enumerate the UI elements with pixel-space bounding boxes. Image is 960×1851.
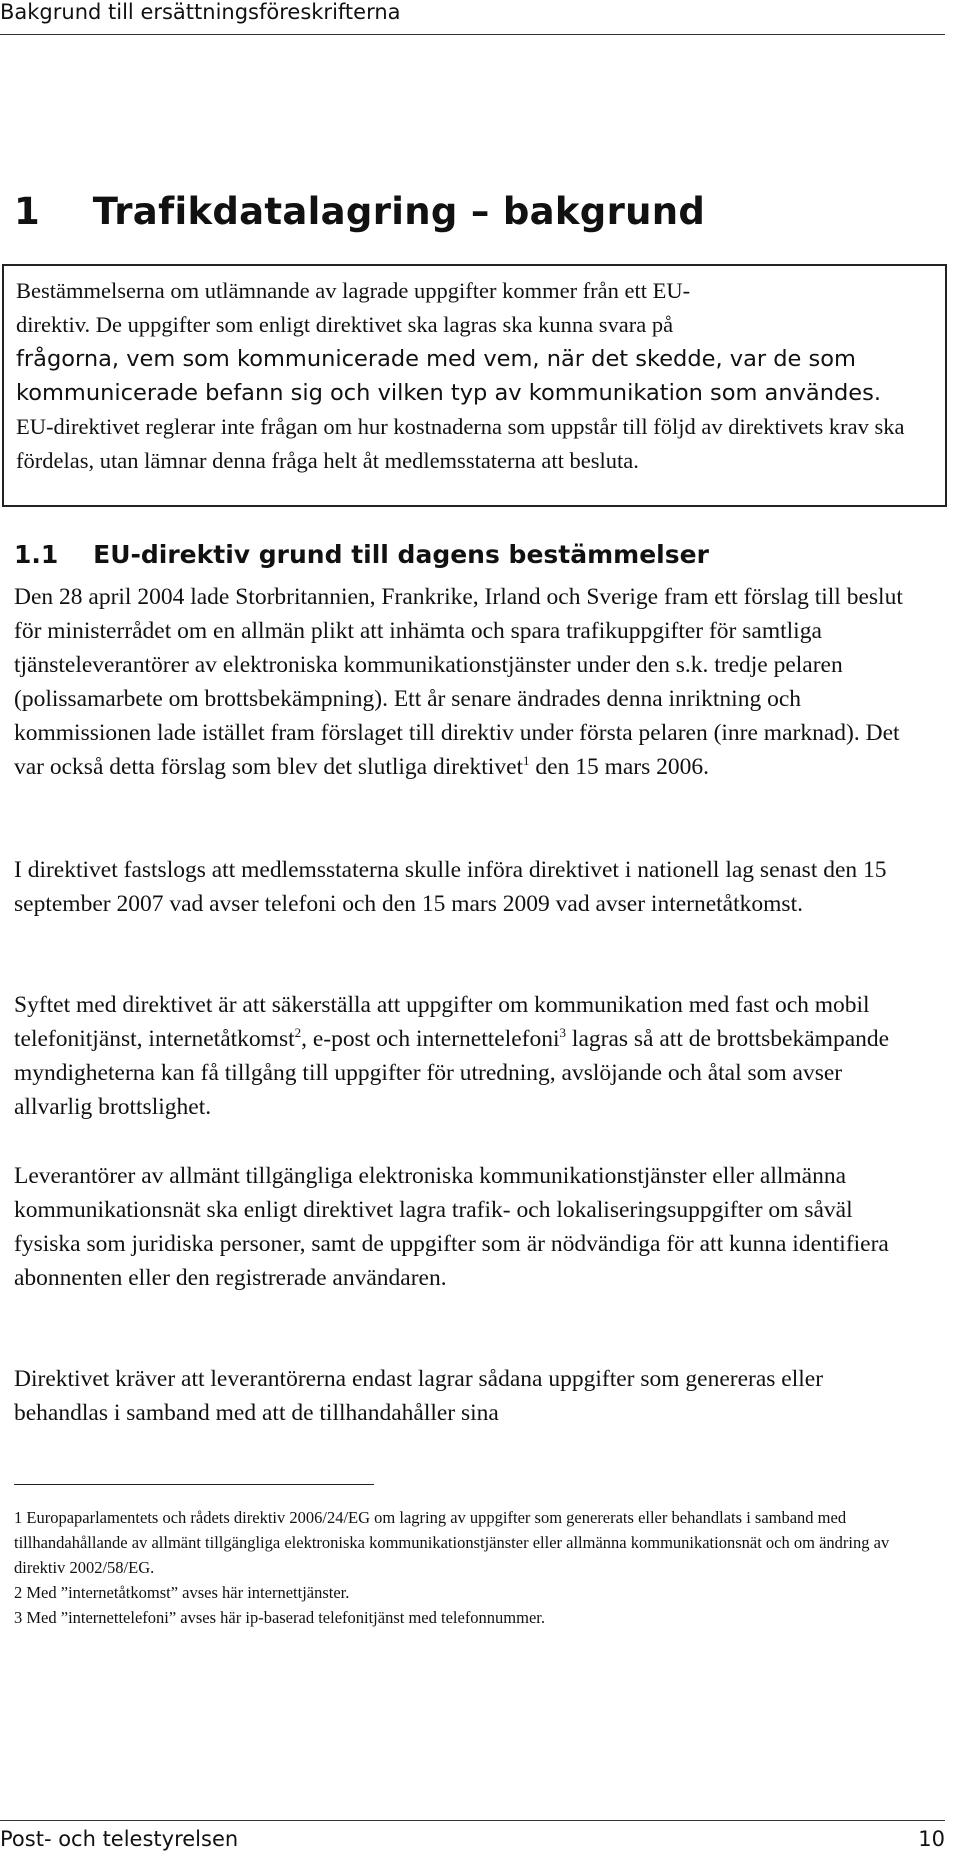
- paragraph-3-text-b: , e-post och internettelefoni: [301, 1026, 560, 1052]
- footnote-1-text: Europaparlamentets och rådets direktiv 2006/24/EG om lagring av uppgifter som genererats eller behandlats i samband med tillhandahållande av allmänt tillgängliga elektroniska kommunikationstjänster eller allmänna kommunikationsnät och om ändring av direktiv 2002/58/EG.: [14, 1508, 890, 1577]
- summary-line-1: Bestämmelserna om utlämnande av lagrade uppgifter kommer från ett EU-: [16, 278, 691, 303]
- running-header: [0, 0, 945, 35]
- footnote-ref-1[interactable]: 1: [523, 753, 530, 769]
- header-title: Bakgrund till ersättningsföreskrifterna: [0, 0, 401, 24]
- summary-line-4: kommunicerade befann sig och vilken typ av kommunikation som användes.: [16, 380, 881, 406]
- footnotes: [14, 1505, 934, 1630]
- section-heading: [14, 190, 705, 233]
- section-number: 1: [14, 190, 41, 233]
- footnote-2-number: 2: [14, 1583, 23, 1602]
- paragraph-3-text-a: Syftet med direktivet är att säkerställa att uppgifter om kommunikation med fast och mobil telefonitjänst, internetåtkomst: [14, 992, 870, 1052]
- footnote-separator: [14, 1484, 374, 1485]
- summary-line-5: EU-direktivet reglerar inte frågan om hur kostnaderna som uppstår till följd av direktivets krav ska fördelas, utan lämnar denna fråga helt åt medlemsstaterna att besluta.: [16, 414, 905, 473]
- subsection-title: EU-direktiv grund till dagens bestämmelser: [93, 540, 709, 569]
- paragraph-1-end: den 15 mars 2006.: [529, 754, 710, 780]
- running-footer: [0, 1820, 945, 1849]
- summary-box: [2, 264, 947, 507]
- paragraph-3-text-c: lagras så att de brottsbekämpande myndigheterna kan få tillgång till uppgifter för utredning, avslöjande och åtal som avser allvarlig brottslighet.: [14, 1026, 890, 1120]
- footnote-3-number: 3: [14, 1608, 23, 1627]
- paragraph-1: [14, 580, 919, 784]
- paragraph-2: I direktivet fastslogs att medlemsstaterna skulle införa direktivet i nationell lag senast den 15 september 2007 vad avser telefoni och den 15 mars 2009 vad avser internetåtkomst.: [14, 857, 887, 917]
- footnote-ref-2[interactable]: 2: [294, 1025, 302, 1041]
- summary-line-2: direktiv. De uppgifter som enligt direktivet ska lagras ska kunna svara på: [16, 312, 674, 337]
- summary-line-3: frågorna, vem som kommunicerade med vem, när det skedde, var de som: [16, 346, 856, 372]
- paragraph-5: Direktivet kräver att leverantörerna endast lagrar sådana uppgifter som genereras eller behandlas i samband med att de tillhandahåller sina: [14, 1366, 824, 1426]
- footnote-1: [14, 1505, 934, 1580]
- subsection-heading: [14, 540, 709, 569]
- footnote-3-text: Med ”internettelefoni” avses här ip-baserad telefonitjänst med telefonnummer.: [26, 1608, 546, 1627]
- footnote-2: [14, 1580, 934, 1605]
- paragraph-3: [14, 988, 919, 1124]
- page-number: 10: [918, 1827, 945, 1851]
- footnote-3: [14, 1605, 934, 1630]
- footnote-1-number: 1: [14, 1508, 23, 1527]
- subsection-number: 1.1: [14, 540, 59, 569]
- paragraph-1-text: Den 28 april 2004 lade Storbritannien, Frankrike, Irland och Sverige fram ett förslag till beslut för ministerrådet om en allmän plikt att inhämta och spara trafikuppgifter för samtliga tjänsteleverantörer av elektroniska kommunikationstjänster under den s.k. tredje pelaren (polissamarbete om brottsbekämpning). Ett år senare ändrades denna inriktning och kommissionen lade istället fram förslaget till direktiv under första pelaren (inre marknad). Det var också detta förslag som blev det slutliga direktivet: [14, 584, 903, 780]
- footnote-2-text: Med ”internetåtkomst” avses här internettjänster.: [26, 1583, 350, 1602]
- section-title: Trafikdatalagring – bakgrund: [92, 190, 706, 233]
- footnote-ref-3[interactable]: 3: [559, 1025, 567, 1041]
- footer-organization: Post- och telestyrelsen: [0, 1827, 239, 1851]
- paragraph-4: Leverantörer av allmänt tillgängliga elektroniska kommunikationstjänster eller allmänna kommunikationsnät ska enligt direktivet lagra trafik- och lokaliseringsuppgifter om såväl fysiska som juridiska personer, samt de uppgifter som är nödvändiga för att kunna identifiera abonnenten eller den registrerade användaren.: [14, 1163, 889, 1291]
